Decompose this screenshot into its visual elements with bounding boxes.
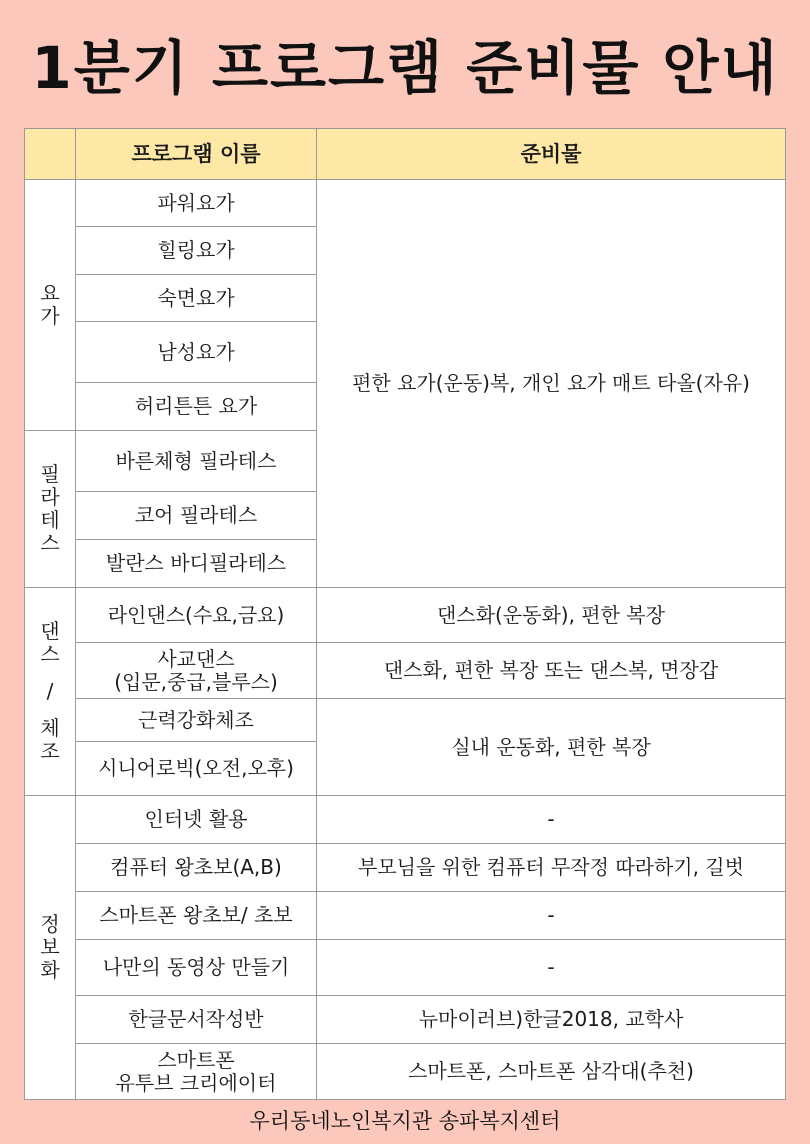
program-power-yoga: 파워요가 xyxy=(76,180,317,227)
supplies-hangul-doc: 뉴마이러브)한글2018, 교학사 xyxy=(317,996,786,1044)
header-category xyxy=(25,129,76,180)
category-char: 스 xyxy=(40,531,60,555)
supplies-smartphone-basic: - xyxy=(317,892,786,940)
program-line: (입문,중급,블루스) xyxy=(114,669,278,694)
table-row xyxy=(25,699,786,742)
program-social-dance xyxy=(76,643,317,699)
supplies-my-video: - xyxy=(317,940,786,996)
category-char: 화 xyxy=(40,958,60,982)
category-char: 필 xyxy=(40,462,60,486)
program-healing-yoga: 힐링요가 xyxy=(76,227,317,275)
page-title: 1분기 프로그램 준비물 안내 xyxy=(31,34,779,102)
program-body-pilates: 바른체형 필라테스 xyxy=(76,431,317,492)
table-row xyxy=(25,796,786,844)
table-header-row xyxy=(25,129,786,180)
program-smartphone-basic: 스마트폰 왕초보/ 초보 xyxy=(76,892,317,940)
header-supplies: 준비물 xyxy=(317,129,786,180)
program-line: 사교댄스 xyxy=(157,646,235,671)
table-row xyxy=(25,180,786,227)
category-info xyxy=(25,796,76,1100)
category-char: 스 xyxy=(40,642,60,666)
category-char: 정 xyxy=(40,912,60,936)
program-line-dance: 라인댄스(수요,금요) xyxy=(76,588,317,643)
supplies-computer-basic: 부모님을 위한 컴퓨터 무작정 따라하기, 길벗 xyxy=(317,844,786,892)
program-computer-basic: 컴퓨터 왕초보(A,B) xyxy=(76,844,317,892)
supplies-line-dance: 댄스화(운동화), 편한 복장 xyxy=(317,588,786,643)
supplies-youtube: 스마트폰, 스마트폰 삼각대(추천) xyxy=(317,1044,786,1100)
program-youtube xyxy=(76,1044,317,1100)
program-line: 유투브 크리에이터 xyxy=(115,1070,277,1095)
category-char: 라 xyxy=(40,485,60,509)
category-char: 요 xyxy=(40,281,60,305)
supplies-internet: - xyxy=(317,796,786,844)
category-char: / xyxy=(46,679,54,703)
program-strength: 근력강화체조 xyxy=(76,699,317,742)
program-senior-aerobic: 시니어로빅(오전,오후) xyxy=(76,742,317,796)
table-row xyxy=(25,1044,786,1100)
table-row xyxy=(25,643,786,699)
program-line: 스마트폰 xyxy=(157,1047,235,1072)
program-core-pilates: 코어 필라테스 xyxy=(76,492,317,540)
program-hangul-doc: 한글문서작성반 xyxy=(76,996,317,1044)
header-program: 프로그램 이름 xyxy=(76,129,317,180)
program-internet: 인터넷 활용 xyxy=(76,796,317,844)
table-row xyxy=(25,844,786,892)
category-char: 보 xyxy=(40,935,60,959)
program-balance-pilates: 발란스 바디필라테스 xyxy=(76,540,317,588)
program-men-yoga: 남성요가 xyxy=(76,322,317,383)
supplies-exercise: 실내 운동화, 편한 복장 xyxy=(317,699,786,796)
category-dance xyxy=(25,588,76,796)
supplies-yoga-pilates: 편한 요가(운동)복, 개인 요가 매트 타올(자유) xyxy=(317,180,786,588)
category-pilates xyxy=(25,431,76,588)
table-row xyxy=(25,588,786,643)
category-char: 조 xyxy=(40,739,60,763)
category-yoga xyxy=(25,180,76,431)
program-my-video: 나만의 동영상 만들기 xyxy=(76,940,317,996)
supplies-social-dance: 댄스화, 편한 복장 또는 댄스복, 면장갑 xyxy=(317,643,786,699)
table-row xyxy=(25,892,786,940)
table-row xyxy=(25,940,786,996)
category-char: 테 xyxy=(40,508,60,532)
program-back-yoga: 허리튼튼 요가 xyxy=(76,383,317,431)
category-char: 체 xyxy=(40,716,60,740)
category-char: 댄 xyxy=(40,619,60,643)
program-supplies-table xyxy=(24,128,786,1100)
program-sleep-yoga: 숙면요가 xyxy=(76,275,317,322)
table-row xyxy=(25,996,786,1044)
footer-org-name: 우리동네노인복지관 송파복지센터 xyxy=(249,1109,561,1133)
category-char: 가 xyxy=(40,304,60,328)
